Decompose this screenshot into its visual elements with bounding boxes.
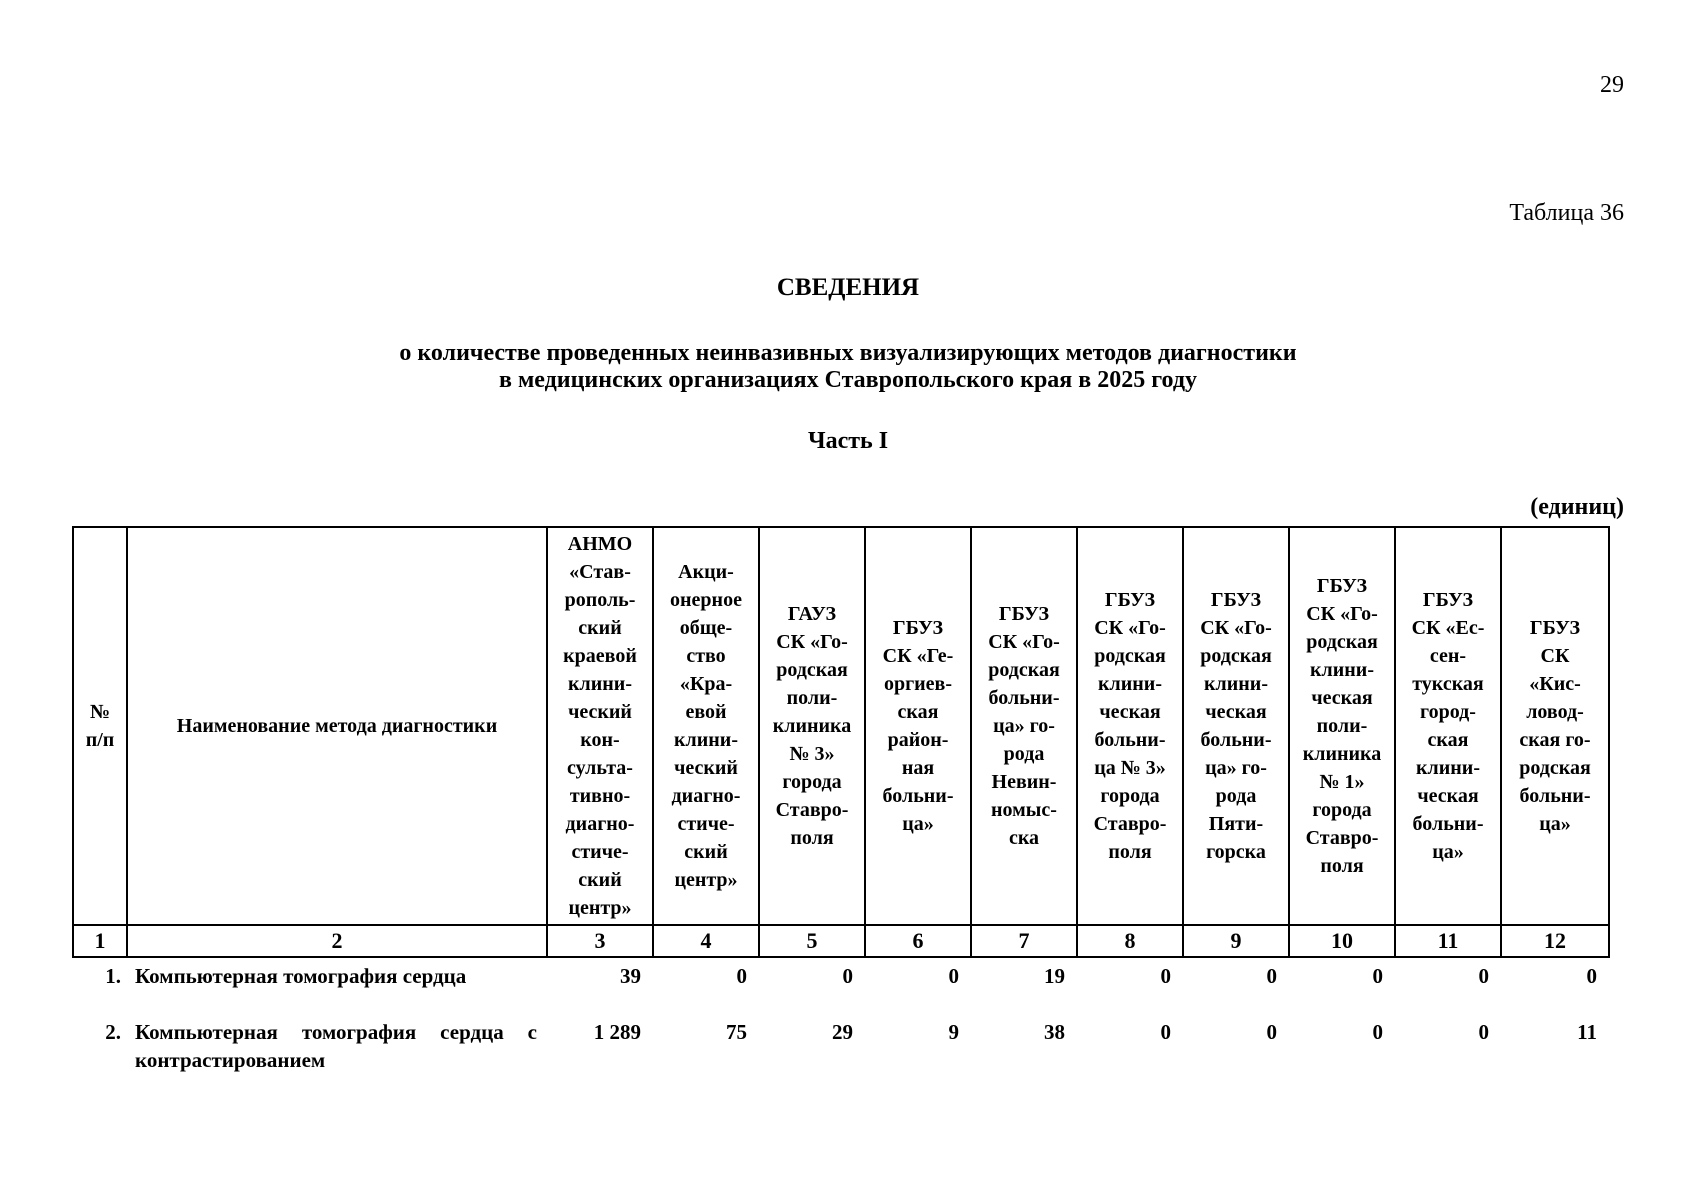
value-cell: 11 bbox=[1577, 1020, 1597, 1044]
value-cell: 0 bbox=[1478, 964, 1489, 988]
column-number-cell: 11 bbox=[1395, 925, 1501, 957]
header-cell-number: № п/п bbox=[73, 527, 127, 925]
units-label: (единиц) bbox=[1530, 494, 1624, 520]
value-cell: 0 bbox=[736, 964, 747, 988]
value-cell: 75 bbox=[726, 1020, 747, 1044]
column-number-cell: 3 bbox=[547, 925, 653, 957]
value-cell: 0 bbox=[1372, 1020, 1383, 1044]
diagnostics-table bbox=[72, 526, 1610, 1078]
method-name: Компьютерная томография сердца с контрастированием bbox=[135, 1020, 537, 1072]
value-cell: 0 bbox=[842, 964, 853, 988]
column-number-row bbox=[73, 925, 1609, 957]
method-name: Компьютерная томография сердца bbox=[135, 964, 467, 988]
header-cell-org-12: ГБУЗ СК «Кис- ловод- ская го- родская больни- ца» bbox=[1501, 527, 1609, 925]
column-number-cell: 9 bbox=[1183, 925, 1289, 957]
value-cell: 29 bbox=[832, 1020, 853, 1044]
value-cell: 19 bbox=[1044, 964, 1065, 988]
part-label: Часть I bbox=[807, 428, 889, 454]
header-cell-org-5: ГАУЗ СК «Го- родская поли- клиника № 3» города Ставро- поля bbox=[759, 527, 865, 925]
header-cell-org-8: ГБУЗ СК «Го- родская клини- ческая больни- ца № 3» города Ставро- поля bbox=[1077, 527, 1183, 925]
page-number: 29 bbox=[1600, 72, 1624, 98]
subtitle-line-1: о количестве проведенных неинвазивных визуализирующих методов диагностики bbox=[399, 340, 1297, 366]
column-number-cell: 1 bbox=[73, 925, 127, 957]
table-row bbox=[73, 957, 1609, 1014]
header-cell-org-11: ГБУЗ СК «Ес- сен- тукская город- ская клини- ческая больни- ца» bbox=[1395, 527, 1501, 925]
value-cell: 0 bbox=[1160, 1020, 1171, 1044]
value-cell: 0 bbox=[1478, 1020, 1489, 1044]
header-cell-org-3: АНМО «Став- рополь- ский краевой клини- ческий кон- сульта- тивно- диагно- стиче- ский центр» bbox=[547, 527, 653, 925]
column-number-cell: 12 bbox=[1501, 925, 1609, 957]
value-cell: 0 bbox=[1266, 1020, 1277, 1044]
document-subtitle bbox=[0, 340, 1696, 394]
column-number-cell: 2 bbox=[127, 925, 547, 957]
header-cell-org-4: Акци- онерное обще- ство «Кра- евой клини- ческий диагно- стиче- ский центр» bbox=[653, 527, 759, 925]
header-cell-org-7: ГБУЗ СК «Го- родская больни- ца» го- рода Невин- номыс- ска bbox=[971, 527, 1077, 925]
column-number-cell: 10 bbox=[1289, 925, 1395, 957]
value-cell: 39 bbox=[620, 964, 641, 988]
table-row bbox=[73, 1014, 1609, 1078]
table-label: Таблица 36 bbox=[1509, 200, 1624, 226]
value-cell: 0 bbox=[948, 964, 959, 988]
value-cell: 1 289 bbox=[593, 1020, 641, 1044]
document-title: СВЕДЕНИЯ bbox=[776, 274, 920, 301]
header-row bbox=[73, 527, 1609, 925]
row-index: 1. bbox=[105, 964, 121, 988]
value-cell: 38 bbox=[1044, 1020, 1065, 1044]
header-cell-org-6: ГБУЗ СК «Ге- оргиев- ская район- ная больни- ца» bbox=[865, 527, 971, 925]
header-cell-org-10: ГБУЗ СК «Го- родская клини- ческая поли- клиника № 1» города Ставро- поля bbox=[1289, 527, 1395, 925]
column-number-cell: 4 bbox=[653, 925, 759, 957]
column-number-cell: 8 bbox=[1077, 925, 1183, 957]
column-number-cell: 6 bbox=[865, 925, 971, 957]
subtitle-line-2: в медицинских организациях Ставропольского края в 2025 году bbox=[498, 367, 1197, 393]
value-cell: 0 bbox=[1372, 964, 1383, 988]
column-number-cell: 5 bbox=[759, 925, 865, 957]
value-cell: 0 bbox=[1586, 964, 1597, 988]
row-index: 2. bbox=[105, 1020, 121, 1044]
column-number-cell: 7 bbox=[971, 925, 1077, 957]
value-cell: 0 bbox=[1266, 964, 1277, 988]
header-cell-method-name: Наименование метода диагностики bbox=[127, 527, 547, 925]
header-cell-org-9: ГБУЗ СК «Го- родская клини- ческая больни- ца» го- рода Пяти- горска bbox=[1183, 527, 1289, 925]
value-cell: 0 bbox=[1160, 964, 1171, 988]
value-cell: 9 bbox=[948, 1020, 959, 1044]
